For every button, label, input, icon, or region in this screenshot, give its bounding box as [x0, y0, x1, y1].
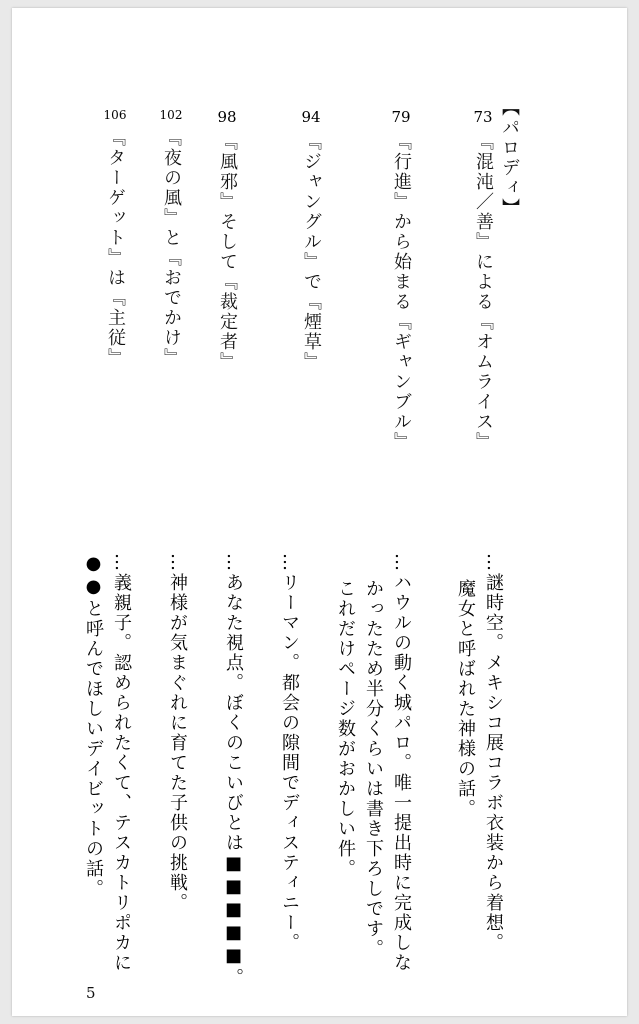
toc-entry [474, 108, 498, 488]
description-line: ●●と呼んでほしいデイビットの話。 [83, 553, 104, 899]
book-page [12, 8, 627, 1016]
toc-entry [302, 108, 326, 488]
toc-title: 『夜の風』と『おでかけ』 [161, 128, 182, 368]
toc-entry [392, 108, 416, 488]
toc-entry [103, 108, 130, 488]
description-line: …ハウルの動く城パロ。唯一提出時に完成しな [391, 553, 412, 973]
toc-title: 『風邪』そして『裁定者』 [217, 132, 238, 372]
toc-title: 『ターゲット』は『主従』 [105, 128, 126, 368]
description-line: …謎時空。メキシコ展コラボ衣装から着想。 [483, 553, 504, 953]
toc-title: 『ジャングル』で『煙草』 [301, 132, 322, 372]
toc-title: 『行進』から始まる『ギャンブル』 [391, 132, 412, 452]
description-line: これだけページ数がおかしい件。 [335, 579, 356, 879]
toc-page-number: 98 [217, 108, 237, 126]
toc-title: 『混沌／善』による『オムライス』 [473, 132, 494, 452]
description-line: かったため半分くらいは書き下ろしです。 [363, 579, 384, 959]
toc-page-number: 94 [301, 108, 321, 126]
toc-page-number: 102 [159, 108, 183, 122]
toc-entry [218, 108, 242, 488]
description-line: …あなた視点。ぼくのこいびとは■■■■■。 [223, 553, 244, 988]
description-line: 魔女と呼ばれた神様の話。 [455, 579, 476, 819]
toc-page-number: 73 [473, 108, 493, 126]
toc-entry [159, 108, 186, 488]
section-label: 【パロディ】 [499, 98, 520, 218]
toc-page-number: 106 [103, 108, 127, 122]
page-number: 5 [86, 984, 96, 1002]
description-line: …義親子。認められたくて、テスカトリポカに [111, 553, 132, 973]
description-line: …リーマン。都会の隙間でディスティニー。 [279, 553, 300, 953]
toc-page-number: 79 [391, 108, 411, 126]
description-line: …神様が気まぐれに育てた子供の挑戦。 [167, 553, 188, 913]
